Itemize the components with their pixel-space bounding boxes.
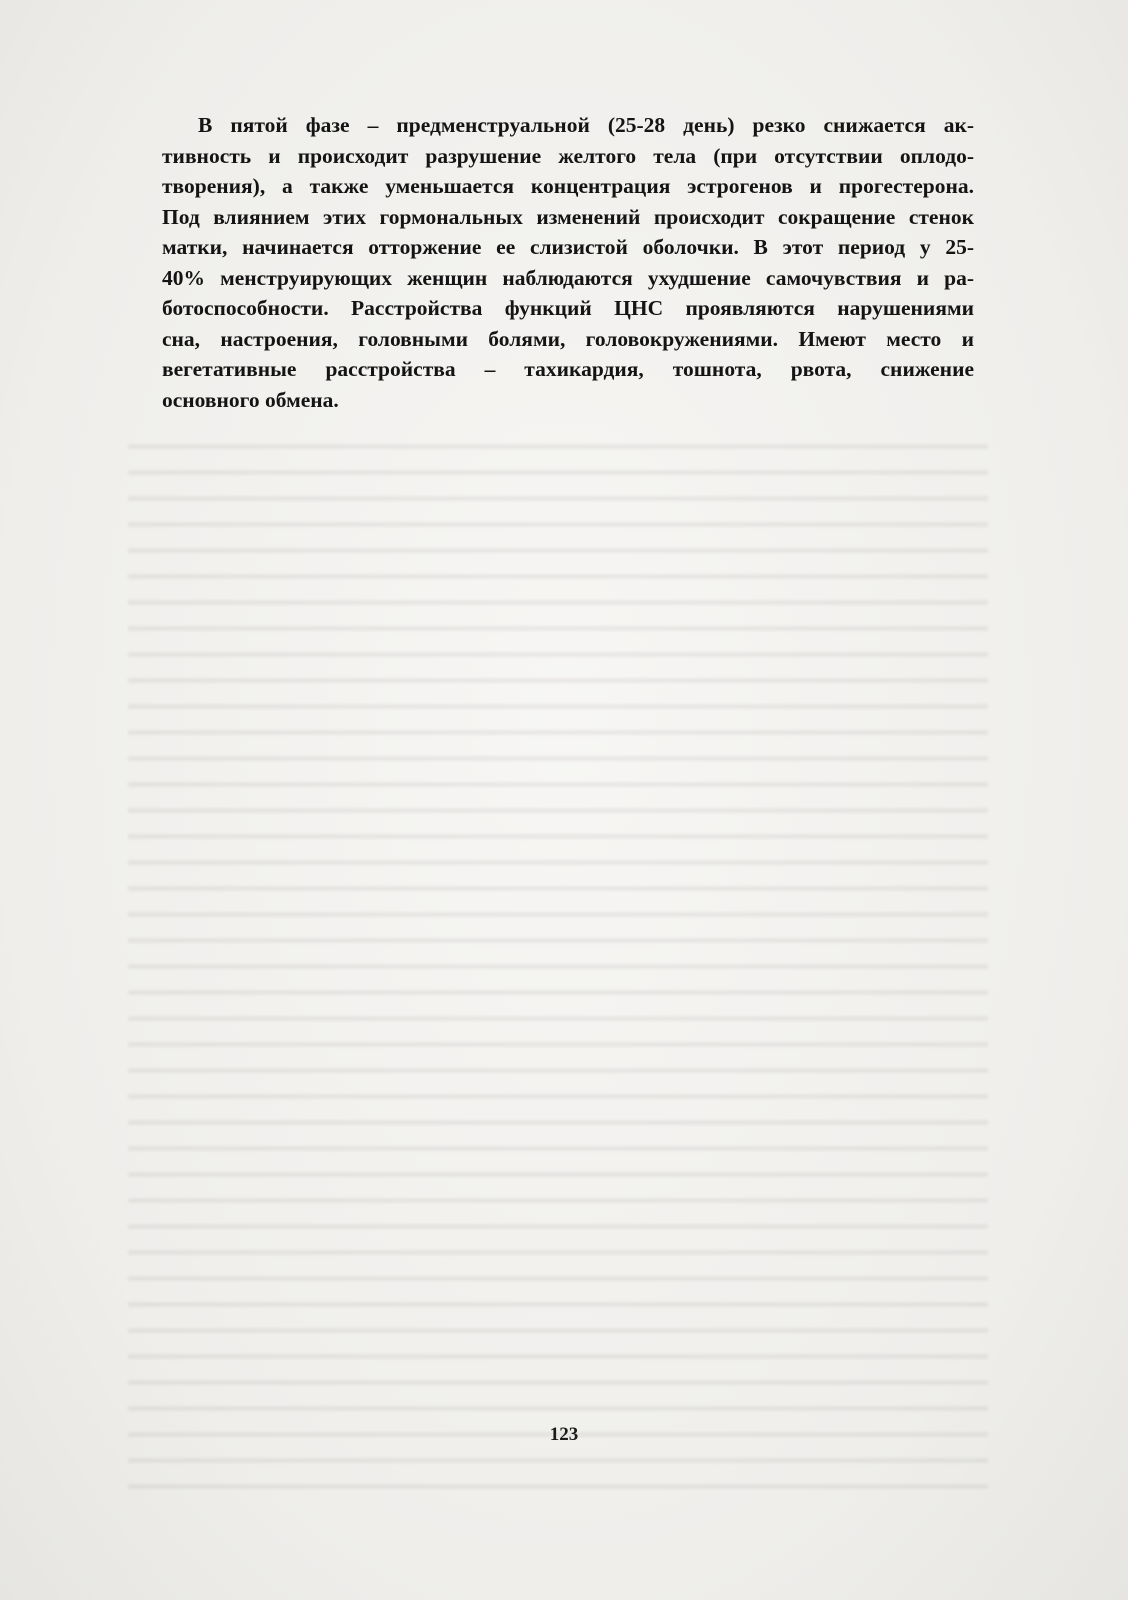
text-line-10: основного обмена.: [162, 387, 339, 412]
text-line-1: [162, 110, 974, 141]
bleed-through-texture: [128, 430, 988, 1490]
text-line-4: Под влиянием этих гормональных изменений происходит сокращение стенок: [162, 204, 974, 229]
text-line-6: 40% менструирующих женщин наблюдаются ухудшение самочувствия и ра-: [162, 265, 974, 290]
text-line-9: вегетативные расстройства – тахикардия, тошнота, рвота, снижение: [162, 357, 974, 381]
text-line-3: творения), а также уменьшается концентрация эстрогенов и прогестерона.: [162, 174, 974, 198]
text-line-7: ботоспособности. Расстройства функций ЦНС проявляются нарушениями: [162, 296, 974, 320]
main-text-block: [162, 110, 974, 415]
page-number: 123: [549, 1424, 579, 1445]
text-line-1-rest: – предменструальной (25-28 день) резко снижается ак-: [349, 113, 974, 137]
lead-phrase: В пятой фазе: [198, 113, 350, 137]
text-line-8: сна, настроения, головными болями, головокружениями. Имеют место и: [162, 326, 974, 351]
text-line-5: матки, начинается отторжение ее слизистой оболочки. В этот период у 25-: [162, 235, 974, 259]
fifth-phase-paragraph: [162, 110, 974, 415]
text-line-2: тивность и происходит разрушение желтого тела (при отсутствии оплодо-: [162, 143, 974, 168]
